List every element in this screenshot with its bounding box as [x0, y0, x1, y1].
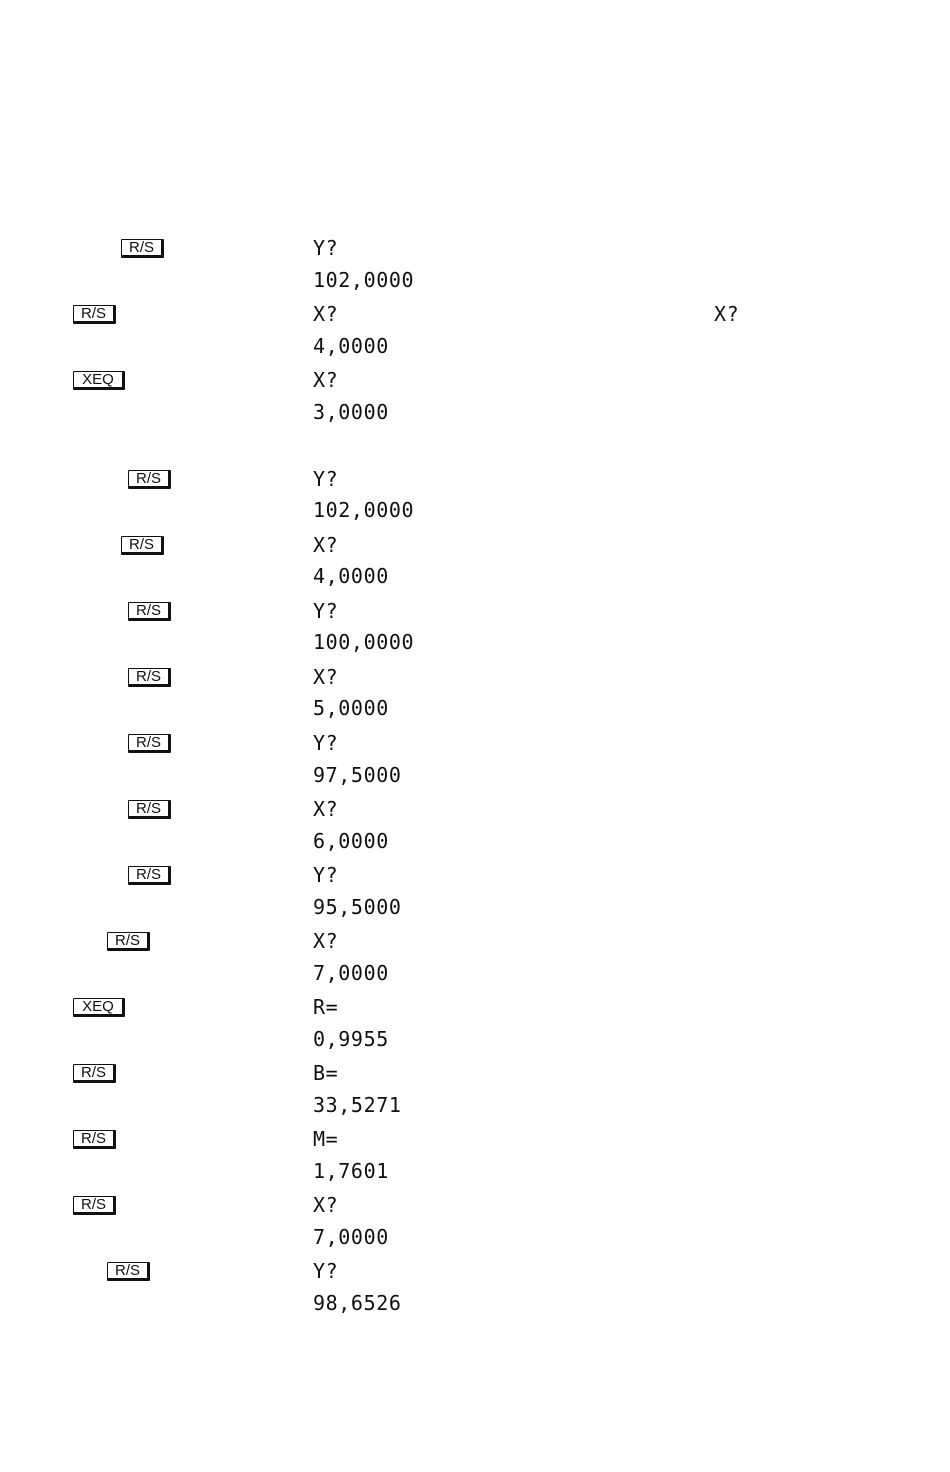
display-text: 4,0000 [313, 564, 389, 588]
display-text: R= [313, 995, 339, 1019]
display-text: 1,7601 [313, 1159, 389, 1183]
display-text: X? [313, 929, 339, 953]
rs-key: R/S [128, 734, 171, 753]
rs-key: R/S [107, 932, 150, 951]
display-text: X? [313, 302, 339, 326]
display-text: X? [313, 368, 339, 392]
display-text: Y? [313, 236, 339, 260]
rs-key: R/S [128, 866, 171, 885]
display-text: 98,6526 [313, 1291, 402, 1315]
rs-key: R/S [128, 800, 171, 819]
display-text: 102,0000 [313, 498, 415, 522]
display-text: 7,0000 [313, 1225, 389, 1249]
display-text: X? [313, 665, 339, 689]
display-text: Y? [313, 731, 339, 755]
rs-key: R/S [128, 668, 171, 687]
rs-key: R/S [73, 1064, 116, 1083]
display-text: X? [313, 1193, 339, 1217]
rs-key: R/S [73, 305, 116, 324]
display-text: 5,0000 [313, 696, 389, 720]
display-text: 97,5000 [313, 763, 402, 787]
display-text: B= [313, 1061, 339, 1085]
display-text: 7,0000 [313, 961, 389, 985]
display-text: Y? [313, 863, 339, 887]
display-text: 33,5271 [313, 1093, 402, 1117]
display-text: 4,0000 [313, 334, 389, 358]
rs-key: R/S [107, 1262, 150, 1281]
xeq-key: XEQ [73, 371, 125, 390]
display-text: Y? [313, 599, 339, 623]
rs-key: R/S [121, 239, 164, 258]
display-text: Y? [313, 1259, 339, 1283]
rs-key: R/S [128, 470, 171, 489]
display-text: M= [313, 1127, 339, 1151]
rs-key: R/S [121, 536, 164, 555]
display-text: 95,5000 [313, 895, 402, 919]
display-text: 0,9955 [313, 1027, 389, 1051]
rs-key: R/S [73, 1130, 116, 1149]
display-text: X? [313, 797, 339, 821]
xeq-key: XEQ [73, 998, 125, 1017]
display-text: 102,0000 [313, 268, 415, 292]
display-text-right: X? [714, 302, 740, 326]
rs-key: R/S [73, 1196, 116, 1215]
display-text: X? [313, 533, 339, 557]
display-text: Y? [313, 467, 339, 491]
display-text: 3,0000 [313, 400, 389, 424]
display-text: 100,0000 [313, 630, 415, 654]
display-text: 6,0000 [313, 829, 389, 853]
rs-key: R/S [128, 602, 171, 621]
